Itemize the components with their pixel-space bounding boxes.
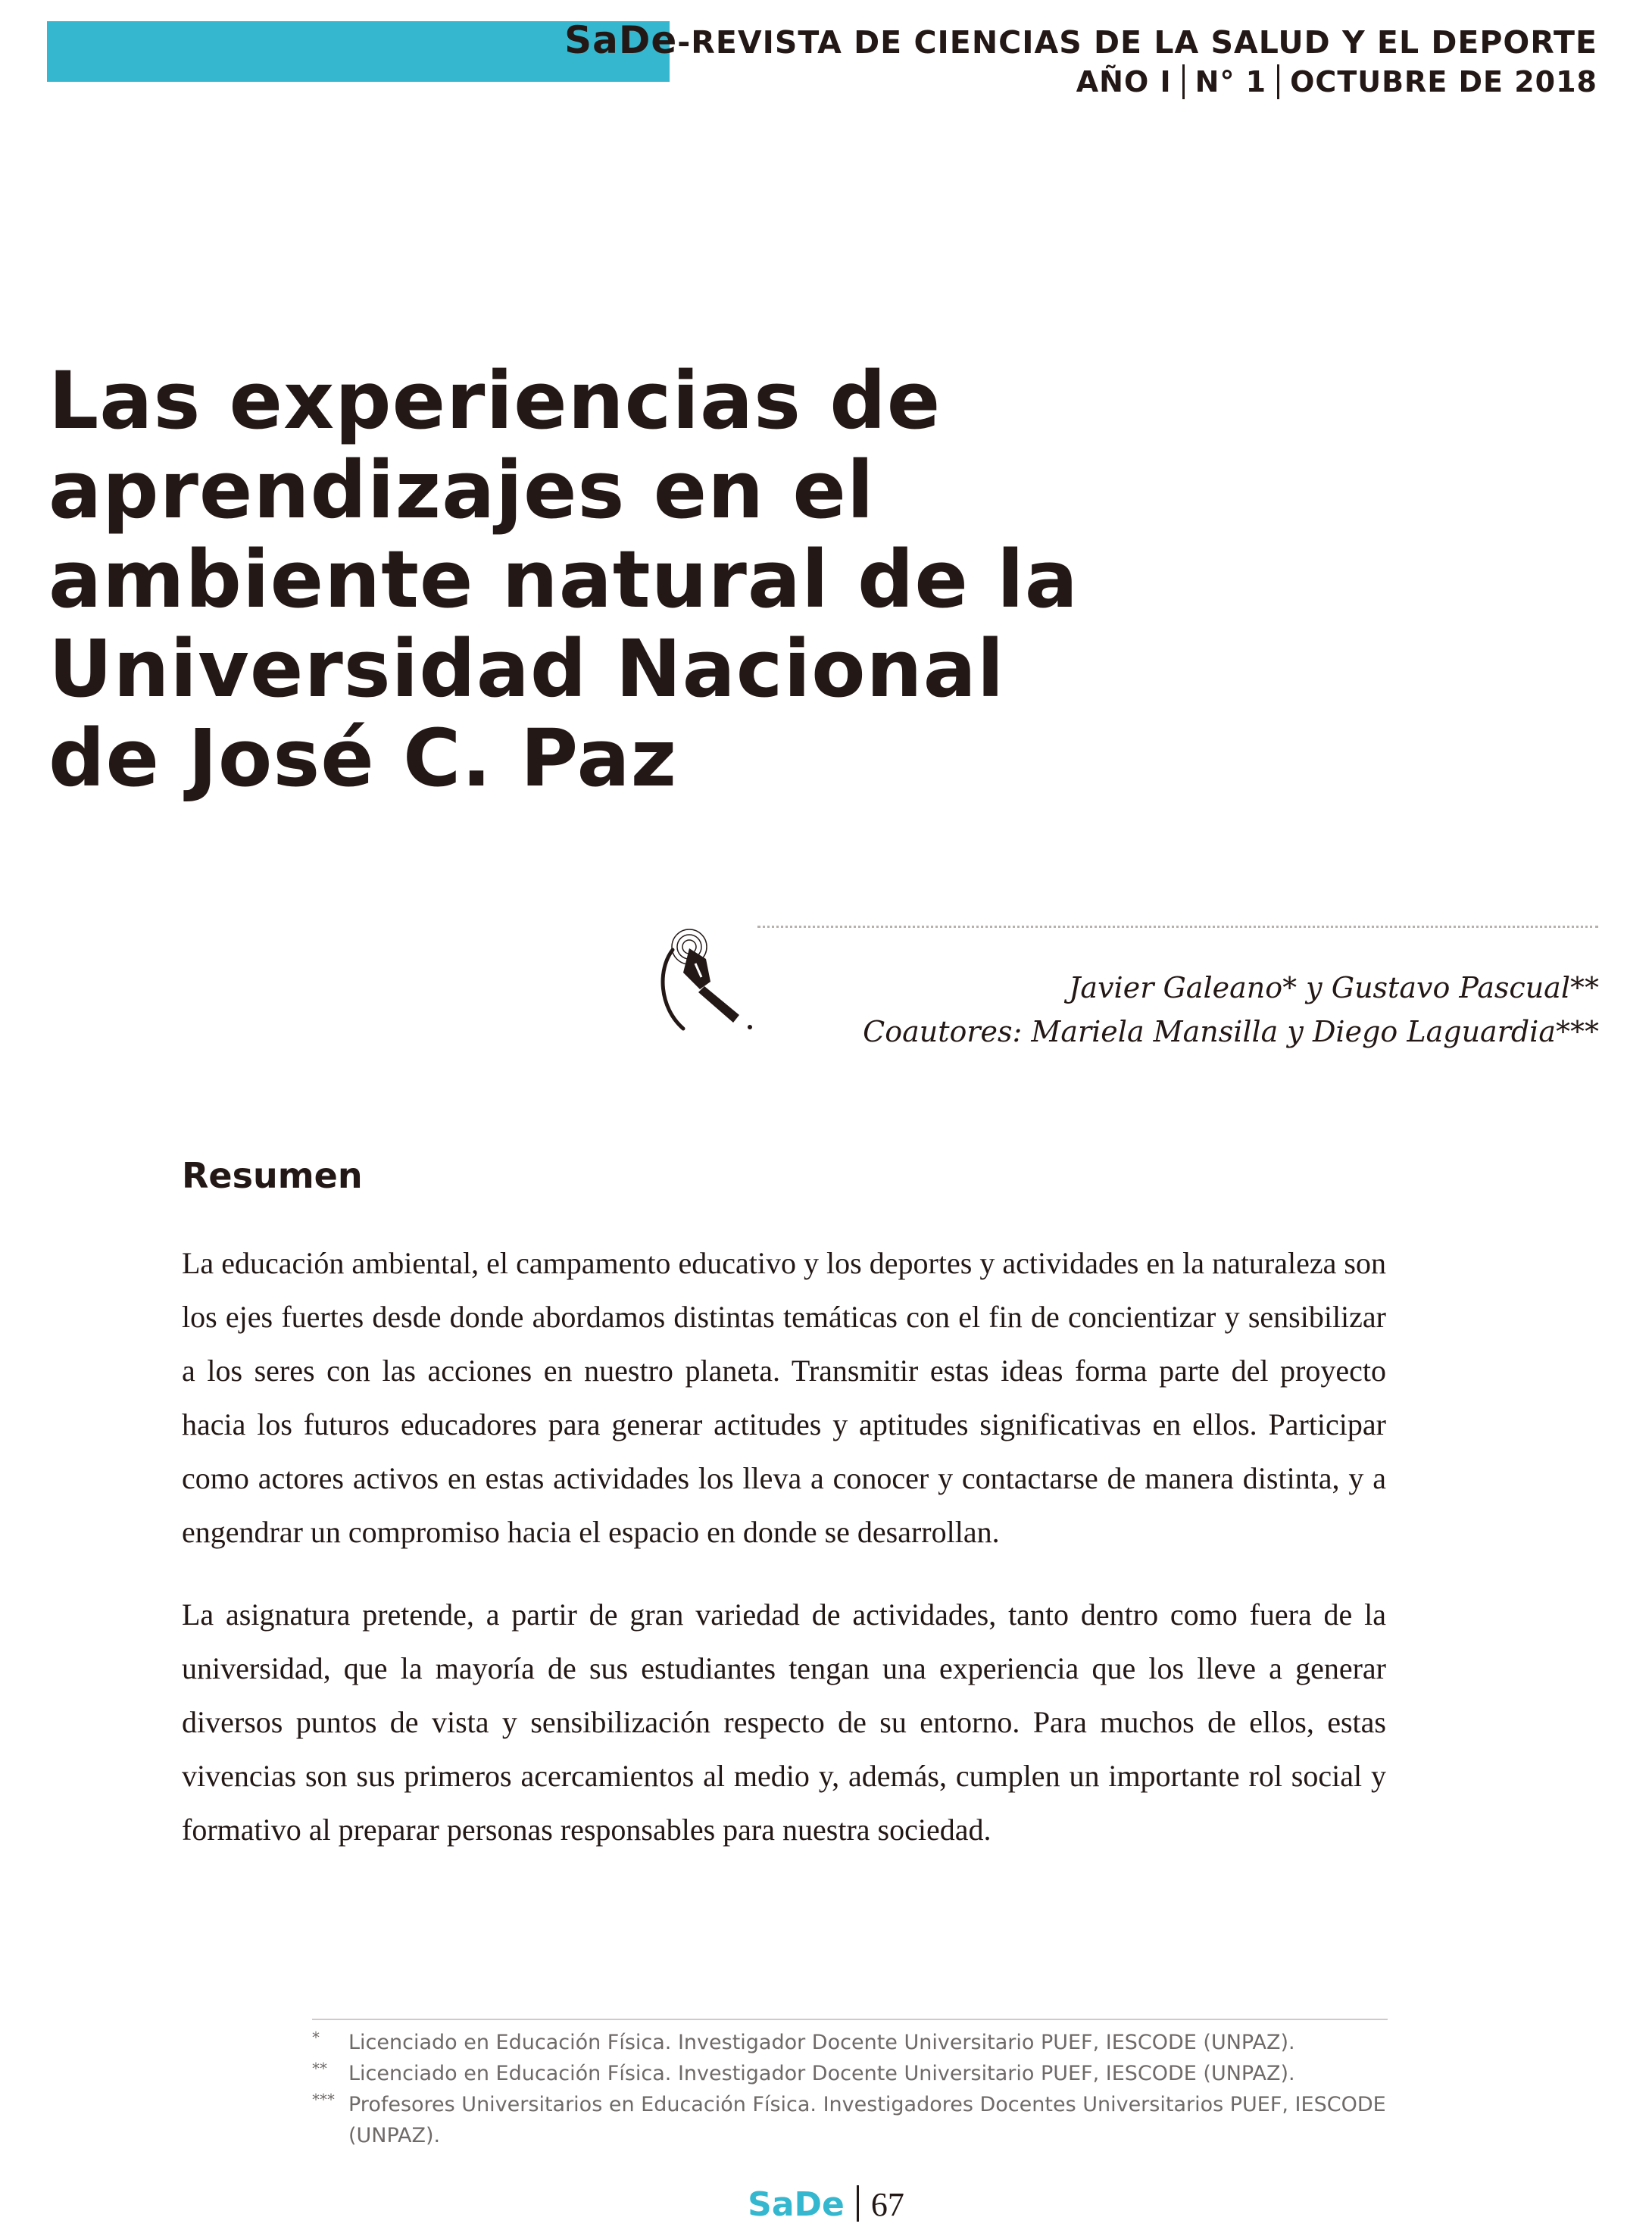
footnote-mark: ** [312,2060,327,2078]
issue-info [564,65,1597,102]
abstract-heading: Resumen [182,1155,363,1196]
footnote-text: Profesores Universitarios en Educación Física. Investigadores Docentes Universitarios PUEF, IESCODE (UNPAZ). [348,2093,1386,2147]
abstract-body [182,1236,1386,1885]
authors-divider [757,926,1598,928]
footer-brand: SaDe [748,2185,845,2224]
journal-brand: SaDe [564,18,678,62]
footnote-text: Licenciado en Educación Física. Investigador Docente Universitario PUEF, IESCODE (UNPAZ). [348,2062,1295,2085]
journal-name: -REVISTA DE CIENCIAS DE LA SALUD Y EL DEPORTE [677,24,1597,61]
title-line: de José C. Paz [48,712,678,804]
footnote [312,2089,1388,2151]
page-footer [0,2185,1652,2225]
title-line: ambiente natural de la [48,533,1079,626]
footnote-mark: *** [312,2091,335,2109]
issue-date: OCTUBRE DE 2018 [1290,65,1597,98]
footer-separator [857,2185,859,2222]
issue-number: N° 1 [1194,65,1267,98]
footnote [312,2027,1388,2058]
issue-separator [1182,64,1185,99]
footnote-text: Licenciado en Educación Física. Investigador Docente Universitario PUEF, IESCODE (UNPAZ). [348,2031,1295,2054]
issue-separator [1277,64,1279,99]
title-line: aprendizajes en el [48,444,875,536]
abstract-paragraph: La asignatura pretende, a partir de gran variedad de actividades, tanto dentro como fuera de la universidad, que la mayoría de sus estudiantes tengan una experiencia que los lleve a generar diversos puntos de vista y sensibilización respecto de su entorno. Para muchos de ellos, estas vivencias son sus primeros acercamientos al medio y, además, cumplen un importante rol social y formativo al preparar personas responsables para nuestra sociedad. [182,1597,1386,1847]
article-title [48,356,1109,803]
footnote-mark: * [312,2028,320,2047]
footnotes [312,2027,1388,2151]
page-number: 67 [870,2186,904,2223]
fountain-pen-icon [651,924,773,1038]
authors: Javier Galeano* y Gustavo Pascual** [1069,971,1599,1004]
abstract-paragraph: La educación ambiental, el campamento educativo y los deportes y actividades en la naturaleza son los ejes fuertes desde donde abordamos distintas temáticas con el fin de concientizar y sensibilizar a los seres con las acciones en nuestro planeta. Transmitir estas ideas forma parte del proyecto hacia los futuros educadores para generar actitudes y aptitudes significativas en ellos. Participar como actores activos en estas actividades los lleva a conocer y contactarse de manera distinta, y a engendrar un compromiso hacia el espacio en donde se desarrollan. [182,1246,1386,1549]
coauthors: Coautores: Mariela Mansilla y Diego Laguardia*** [863,1015,1599,1048]
footnotes-divider [312,2019,1388,2020]
journal-header [564,18,1597,102]
issue-year: AÑO I [1076,65,1172,98]
title-line: Universidad Nacional [48,623,1005,715]
journal-title [564,18,1597,62]
authors-block [863,966,1599,1054]
title-line: Las experiencias de [48,354,942,447]
footnote [312,2058,1388,2089]
